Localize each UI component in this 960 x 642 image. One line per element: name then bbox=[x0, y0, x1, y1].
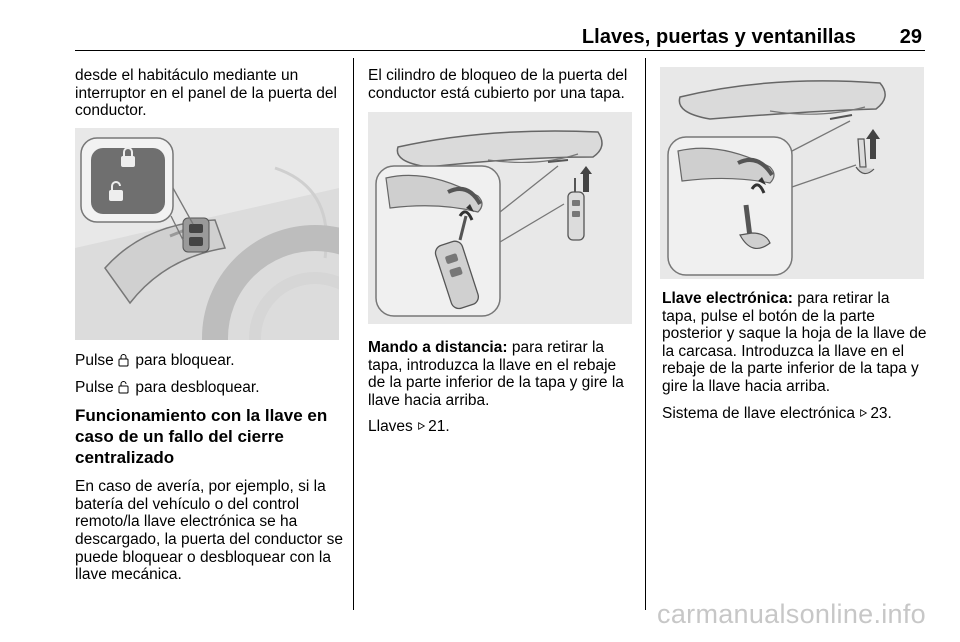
column-1-lower bbox=[75, 352, 343, 593]
column-2-lower bbox=[368, 339, 636, 445]
keys-reference[interactable]: Llaves 21. bbox=[368, 418, 450, 436]
cover-paragraph: El cilindro de bloqueo de la puerta del conductor está cubierto por una tapa. bbox=[368, 67, 628, 102]
page-number: 29 bbox=[899, 26, 922, 48]
electronic-key-illustration bbox=[660, 67, 924, 279]
column-divider bbox=[353, 58, 354, 610]
unlock-instruction: Pulse para desbloquear. bbox=[75, 378, 260, 396]
intro-paragraph: desde el habitáculo mediante un interruptor en el panel de la puerta del conductor. bbox=[75, 67, 337, 120]
remote-key-illustration bbox=[368, 112, 632, 324]
column-1 bbox=[75, 67, 343, 129]
door-switch-illustration bbox=[75, 128, 339, 340]
lock-instruction: Pulse para bloquear. bbox=[75, 352, 235, 369]
header-rule bbox=[75, 50, 925, 51]
column-3-lower bbox=[662, 290, 928, 431]
page-reference-icon bbox=[859, 406, 868, 420]
page-reference-icon bbox=[417, 419, 426, 433]
section-heading: Funcionamiento con la llave en caso de un fallo del cierre centralizado bbox=[75, 406, 328, 468]
column-2 bbox=[368, 67, 636, 111]
page-title: Llaves, puertas y ventanillas bbox=[581, 26, 856, 48]
column-divider bbox=[645, 58, 646, 610]
ekey-instruction: Llave electrónica: para retirar la tapa, pulse el botón de la parte posterior y saque la hoja de la llave de la carcasa. Introduzca la llave en el rebaje de la parte inferior de la tapa y gire la llave hacia arriba. bbox=[662, 290, 927, 395]
watermark: carmanualsonline.info bbox=[657, 599, 926, 629]
failure-paragraph: En caso de avería, por ejemplo, si la batería del vehículo o del control remoto/la llave electrónica se ha descargado, la puerta del conductor se puede bloquear o desbloquear con la llave mecánica. bbox=[75, 478, 343, 584]
ekey-reference[interactable]: Sistema de llave electrónica 23. bbox=[662, 404, 892, 422]
open-padlock-icon bbox=[118, 380, 129, 394]
remote-instruction: Mando a distancia: para retirar la tapa, introduzca la llave en el rebaje de la parte inferior de la tapa y gire la llave hacia arriba. bbox=[368, 339, 624, 409]
closed-padlock-icon bbox=[118, 353, 129, 367]
